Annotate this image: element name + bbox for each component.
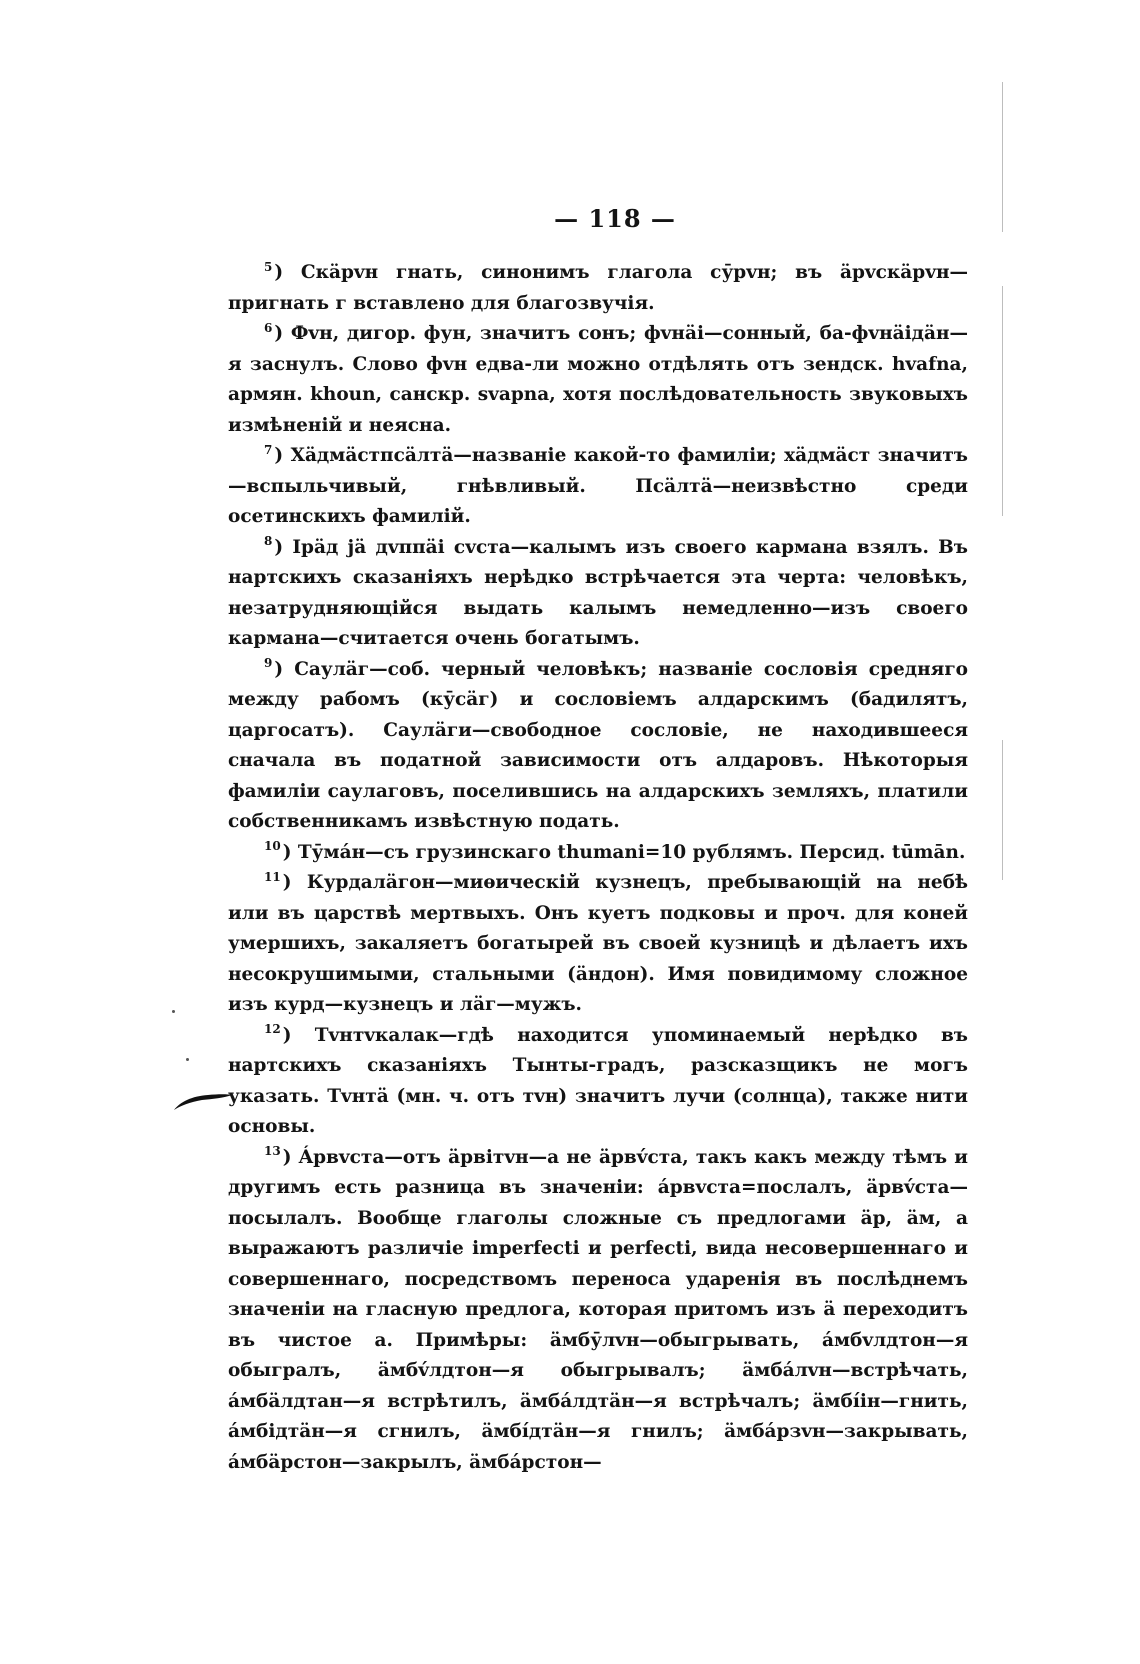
footnote-mark: 10 <box>264 839 281 854</box>
ink-speck <box>186 1058 189 1061</box>
footnote-10 <box>228 838 968 869</box>
footnote-mark: 9 <box>264 656 273 671</box>
ink-smudge-icon <box>172 1090 234 1112</box>
footnote-5 <box>228 258 968 319</box>
footnote-9 <box>228 655 968 838</box>
footnote-mark: 6 <box>264 320 273 335</box>
footnote-text: ) Ірäд jä дvппäі сvста—калымъ изъ своего кармана взялъ. Въ нартскихъ сказаніяхъ нерѣдко встрѣчается эта черта: человѣкъ, незатрудняющійся выдать калымъ немедленно—изъ своего кармана—считается очень богатымъ. <box>228 536 968 649</box>
footnote-13 <box>228 1143 968 1479</box>
footnote-text: ) Хäдмäстпсäлтä—названіе какой-то фамиліи; хäдмäст значитъ—вспыльчивый, гнѣвливый. Псäлтä—неизвѣстно среди осетинскихъ фамилій. <box>228 445 968 527</box>
footnote-mark: 5 <box>264 259 273 274</box>
ink-speck <box>172 1010 175 1013</box>
footnote-text: ) Áрвvста—отъ äрвітvн—а не äрвv́ста, такъ какъ между тѣмъ и другимъ есть разница въ значеніи: áрвvста=послалъ, äрвv́ста—посылалъ. Вообще глаголы сложные съ предлогами äр, äм, а выражаютъ различіе imperfecti и perfecti, вида несовершеннаго и совершеннаго, посредствомъ переноса ударенія въ послѣднемъ значеніи на гласную предлога, которая притомъ изъ ä переходитъ въ чистое а. Примѣры: äмбӯлvн—обыгрывать, áмбvлдтон—я обыгралъ, äмбv́лдтон—я обыгрывалъ; äмбáлvн—встрѣчать, áмбäлдтан—я встрѣтилъ, äмбáлдтäн—я встрѣчалъ; äмбі́ін—гнить, áмбідтäн—я сгнилъ, äмбі́дтäн—я гнилъ; äмбáрзvн—закрывать, áмбäрстон—закрылъ, äмбáрстон— <box>228 1146 968 1473</box>
footnote-text: ) Фvн, дигор. фун, значитъ сонъ; фvнäі—сонный, ба-фvнäідäн—я заснулъ. Слово фvн едва-ли можно отдѣлять отъ зендск. hvafna, армян. khoun, санскр. svapna, хотя послѣдовательность звуковыхъ измѣненій и неясна. <box>228 323 968 436</box>
footnote-mark: 8 <box>264 534 273 549</box>
footnote-mark: 12 <box>264 1022 281 1037</box>
footnote-mark: 13 <box>264 1144 281 1159</box>
page-edge-line <box>1002 740 1003 880</box>
footnote-text: ) Курдалäгон—миѳическій кузнецъ, пребывающій на небѣ или въ царствѣ мертвыхъ. Онъ куетъ подковы и проч. для коней умершихъ, закаляетъ богатырей въ своей кузницѣ и дѣлаетъ ихъ несокрушимыми, стальными (äндон). Имя повидимому сложное изъ курд—кузнецъ и лäг—мужъ. <box>228 872 968 1015</box>
footnote-8 <box>228 533 968 655</box>
footnote-12 <box>228 1021 968 1143</box>
footnote-text: ) Тӯмáн—съ грузинскаго thumani=10 рублямъ. Персид. tūmān. <box>282 841 966 863</box>
footnotes-section <box>228 258 968 1478</box>
page-edge-line <box>1002 286 1003 516</box>
footnote-text: ) Скäрvн гнать, синонимъ глагола сӯрvн; въ äрvскäрvн—пригнать г вставлено для благозвучія. <box>228 262 968 314</box>
footnote-7 <box>228 441 968 533</box>
footnote-mark: 11 <box>264 869 281 884</box>
footnote-6 <box>228 319 968 441</box>
footnote-text: ) Саулäг—соб. черный человѣкъ; названіе сословія средняго между рабомъ (кӯсäг) и сословіемъ алдарскимъ (бадилятъ, царгосатъ). Саулäги—свободное сословіе, не находившееся сначала въ податной зависимости отъ алдаровъ. Нѣкоторыя фамиліи саулаговъ, поселившись на алдарскихъ земляхъ, платили собственникамъ извѣстную подать. <box>228 658 968 832</box>
page-number: — 118 — <box>554 204 676 233</box>
footnote-mark: 7 <box>264 442 273 457</box>
footnote-text: ) Тvнтvкалак—гдѣ находится упоминаемый нерѣдко въ нартскихъ сказаніяхъ Тынты-градъ, разсказщикъ не могъ указать. Тvнтä (мн. ч. отъ тvн) значитъ лучи (солнца), также нити основы. <box>228 1024 968 1137</box>
footnote-11 <box>228 868 968 1021</box>
